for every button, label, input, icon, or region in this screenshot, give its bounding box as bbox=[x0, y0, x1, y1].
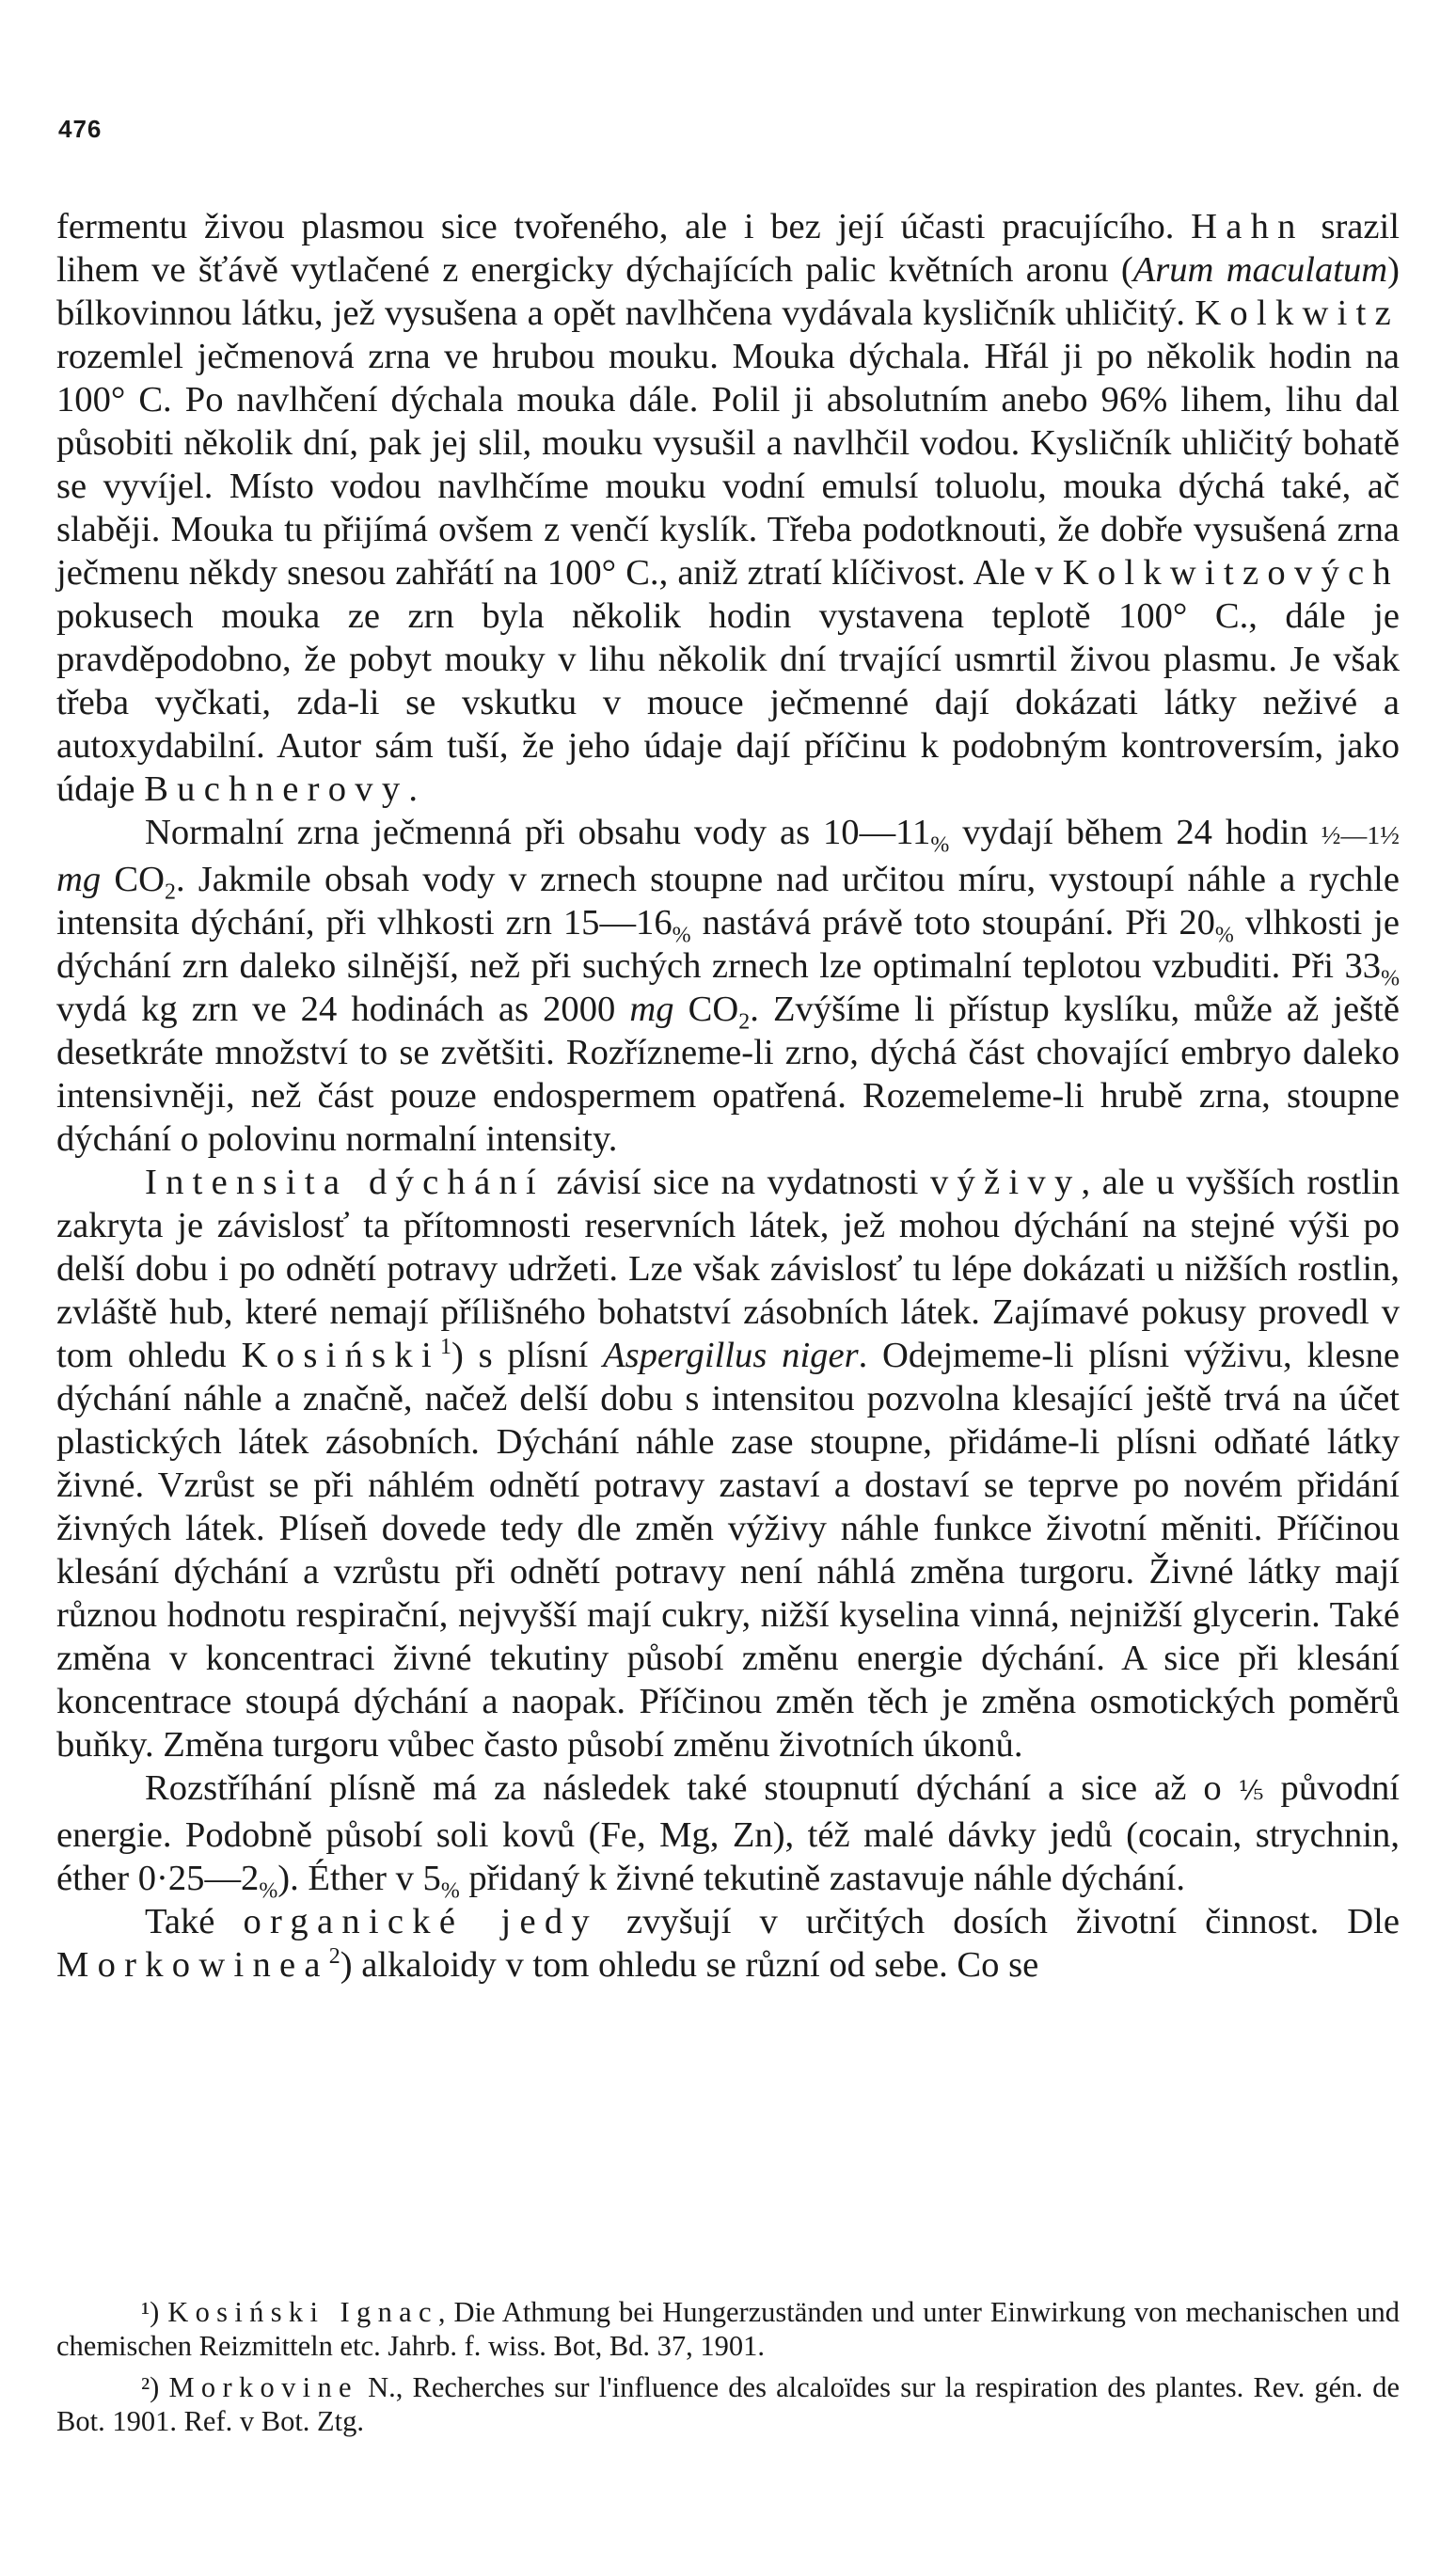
subscript: 2 bbox=[738, 1009, 751, 1035]
emphasis-term: organické jedy bbox=[243, 1902, 598, 1941]
text-run: rozemlel ječmenová zrna ve hrubou mouku. Mouka dýchala. Hřál ji po několik hodin na 100° C. Po navlhčení dýchala mouka dále. Polil ji absolutním anebo 96% lihem, lihu dal působiti několik dní, pak jej slil, mouku vysušil a navlhčil vodou. Kysličník uhličitý bohatě se vyvíjel. Místo vodou navlhčíme mouku vodní emulsí toluolu, mouka dýchá také, ač slaběji. Mouka tu přijímá ovšem z venčí kyslík. Třeba podotknouti, že dobře vysušená zrna ječmenu někdy snesou zahřátí na 100° C., aniž ztratí klíčivost. Ale v bbox=[56, 337, 1400, 593]
author-name: Buchnerovy bbox=[144, 769, 409, 809]
species-name: Arum maculatum bbox=[1132, 250, 1388, 290]
footnote-ref: 1 bbox=[439, 1335, 451, 1360]
text-run: vydají během 24 hodin bbox=[949, 813, 1321, 852]
text-run: ) s plísní bbox=[451, 1336, 604, 1375]
footnote-text: N., Recherches sur l'influence des alcaloïdes sur la respiration des plantes. Rev. gén. de Bot. 1901. Ref. v Bot. Ztg. bbox=[56, 2371, 1400, 2437]
paragraph-1 bbox=[56, 205, 1400, 811]
footnote-author: Kosiński Ignac bbox=[167, 2296, 438, 2328]
paragraph-3 bbox=[56, 1161, 1400, 1766]
text-run: srazil lihem ve šťávě vytlačené z energicky dýchajících palic květních aronu ( bbox=[56, 207, 1400, 290]
unit-mg: mg bbox=[629, 990, 674, 1029]
main-text bbox=[56, 205, 1400, 1987]
text-run: přidaný k živné tekutině zastavuje náhle dýchání. bbox=[459, 1859, 1186, 1898]
text-run: . bbox=[408, 769, 419, 809]
author-name: Kolkwitz bbox=[1195, 293, 1400, 333]
percent-sign: % bbox=[440, 1878, 460, 1904]
text-run: CO bbox=[673, 990, 739, 1029]
text-run: Normalní zrna ječmenná při obsahu vody as 10—11 bbox=[145, 813, 931, 852]
emphasis-term: Intensita dýchání bbox=[145, 1163, 546, 1202]
paragraph-4 bbox=[56, 1766, 1400, 1904]
author-name: Morkowinea bbox=[56, 1945, 329, 1985]
footnote-text: , Die Athmung bei Hungerzuständen und unter Einwirkung von mechanischen und chemischen Reizmitteln etc. Jahrb. f. wiss. Bot, Bd. 37, 1901. bbox=[56, 2296, 1400, 2362]
text-run: zvyšují v určitých dosích životní činnost. Dle bbox=[597, 1902, 1400, 1941]
page-number: 476 bbox=[58, 115, 103, 143]
text-run: . Zvýšíme li přístup kyslíku, může až ještě desetkráte množství to se zvětšiti. Rozřízneme-li zrno, dýchá část chovající embryo daleko intensivněji, než část pouze endospermem opatřená. Rozemeleme-li hrubě zrna, stoupne dýchání o polovinu normalní intensity. bbox=[56, 990, 1400, 1159]
species-name: Aspergillus niger bbox=[603, 1336, 859, 1375]
author-name: Kolkwitzových bbox=[1062, 553, 1400, 593]
footnotes bbox=[56, 2295, 1400, 2446]
footnote-1 bbox=[56, 2295, 1400, 2363]
footnote-author: Morkovine bbox=[168, 2371, 358, 2403]
text-run: ) bílkovinnou látku, jež vysušena a opět navlhčena vydávala kysličník uhličitý. bbox=[56, 250, 1400, 333]
text-run: nastává právě toto stoupání. Při 20 bbox=[690, 903, 1215, 942]
text-run: Také bbox=[145, 1902, 244, 1941]
text-run: pokusech mouka ze zrn byla několik hodin vystavena teplotě 100° C., dále je pravděpodobno, že pobyt mouky v lihu několik dní trvající usmrtil živou plasmu. Je však třeba vyčkati, zda-li se vskutku v mouce ječmenné dají dokázati látky neživé a autoxydabilní. Autor sám tuší, že jeho údaje dají příčinu k podobným kontroversím, jako údaje bbox=[56, 596, 1400, 809]
unit-mg: mg bbox=[56, 860, 102, 899]
text-run: CO bbox=[101, 860, 165, 899]
text-run: . Jakmile obsah vody v zrnech stoupne nad určitou míru, vystoupí náhle a rychle intensita dýchání, při vlhkosti zrn 15—16 bbox=[56, 860, 1400, 942]
fraction: ½—1½ bbox=[1321, 821, 1401, 850]
text-run: vydá kg zrn ve 24 hodinách as 2000 bbox=[56, 990, 630, 1029]
text-run: závisí sice na vydatnosti bbox=[545, 1163, 930, 1202]
paragraph-2 bbox=[56, 811, 1400, 1161]
text-run: . Odejmeme-li plísni výživu, klesne dýchání náhle a značně, načež delší dobu s intensitou pozvolna klesající ještě trvá na účet plastických látek zásobních. Dýchání náhle zase stoupne, přidáme-li plísni odňaté látky živné. Vzrůst se při náhlém odnětí potravy zastaví a dostaví se teprve po novém přidání živných látek. Plíseň dovede tedy dle změn výživy náhle funkce životní měniti. Příčinou klesání dýchání a vzrůstu při odnětí potravy není náhlá změna turgoru. Živné látky mají různou hodnotu respirační, nejvyšší mají cukry, nižší kyselina vinná, nejnižší glycerin. Také změna v koncentraci živné tekutiny působí změnu energie dýchání. A sice při klesání koncentrace stoupá dýchání a naopak. Příčinou změn těch je změna osmotických poměrů buňky. Změna turgoru vůbec často působí změnu životních úkonů. bbox=[56, 1336, 1400, 1765]
author-name: Hahn bbox=[1191, 207, 1305, 246]
text-run: ). Éther v 5 bbox=[277, 1859, 441, 1898]
percent-sign: % bbox=[259, 1878, 278, 1904]
footnote-2 bbox=[56, 2370, 1400, 2438]
text-run: vlhkosti je dýchání zrn daleko silnější, než při suchých zrnech lze optimalní teplotou vzbuditi. Při 33 bbox=[56, 903, 1401, 986]
percent-sign: % bbox=[1214, 923, 1234, 948]
percent-sign: % bbox=[1381, 966, 1400, 991]
percent-sign: % bbox=[930, 832, 950, 858]
text-run: původní energie. Podobně působí soli kovů (Fe, Mg, Zn), též malé dávky jedů (cocain, strychnin, éther 0·25—2 bbox=[56, 1768, 1400, 1898]
footnote-marker: ²) bbox=[141, 2371, 160, 2403]
footnote-ref: 2 bbox=[328, 1944, 340, 1970]
subscript: 2 bbox=[164, 879, 176, 905]
percent-sign: % bbox=[672, 923, 691, 948]
text-run: Rozstříhání plísně má za následek také stoupnutí dýchání a sice až o bbox=[145, 1768, 1239, 1808]
text-run: fermentu živou plasmou sice tvořeného, ale i bez její účasti pracujícího. bbox=[56, 207, 1175, 246]
paragraph-5 bbox=[56, 1900, 1400, 1987]
text-run: , ale u vyšších rostlin zakryta je závislosť ta přítomnosti reservních látek, jež mohou dýchání na stejné výši po delší dobu i po odnětí potravy udržeti. Lze však závislosť tu lépe dokázati u nižších rostlin, zvláště hub, které nemají přílišného bohatství zásobních látek. Zajímavé pokusy provedl v tom ohledu bbox=[56, 1163, 1400, 1375]
text-run: ) alkaloidy v tom ohledu se různí od sebe. Co se bbox=[340, 1945, 1039, 1985]
fraction: ⅕ bbox=[1238, 1777, 1264, 1806]
footnote-marker: ¹) bbox=[141, 2296, 160, 2328]
author-name: Kosiński bbox=[241, 1336, 440, 1375]
emphasis-term: výživy bbox=[929, 1163, 1082, 1202]
